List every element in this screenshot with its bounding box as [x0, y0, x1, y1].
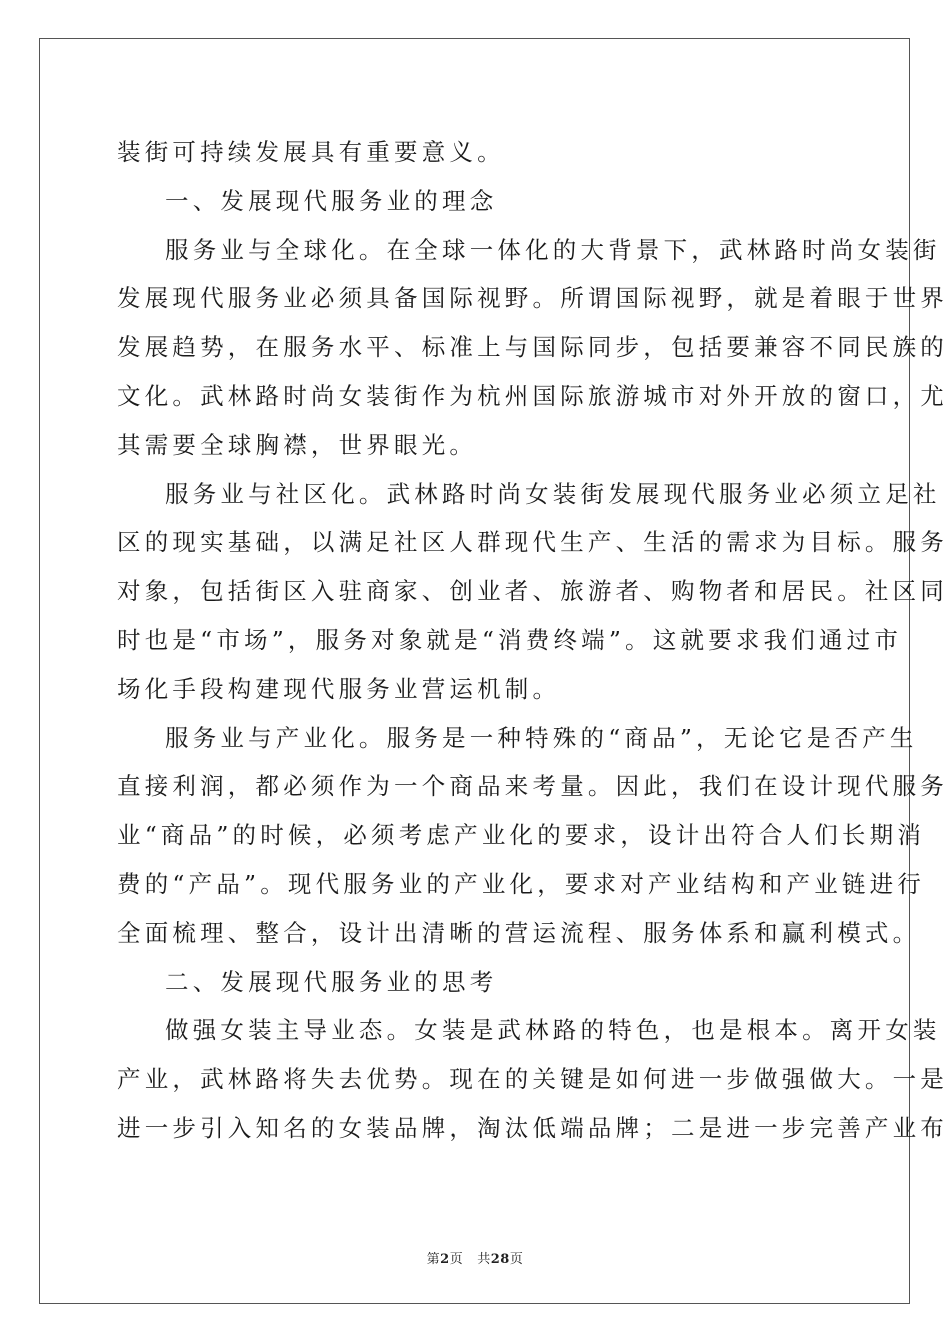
- section-heading-2: 二、发展现代服务业的思考: [165, 967, 498, 996]
- body-line: 场化手段构建现代服务业营运机制。: [117, 674, 561, 703]
- body-line: 做强女装主导业态。女装是武林路的特色，也是根本。离开女装: [165, 1016, 941, 1045]
- body-line: 文化。武林路时尚女装街作为杭州国际旅游城市对外开放的窗口，尤: [117, 381, 948, 410]
- total-prefix: 共: [477, 1252, 491, 1267]
- body-line: 其需要全球胸襟，世界眼光。: [117, 430, 478, 459]
- total-suffix: 页: [509, 1252, 524, 1267]
- body-line: 进一步引入知名的女装品牌，淘汰低端品牌；二是进一步完善产业布: [117, 1113, 948, 1142]
- page-prefix: 第: [426, 1252, 441, 1267]
- body-line: 时也是“市场”，服务对象就是“消费终端”。这就要求我们通过市: [117, 625, 903, 654]
- body-line: 装街可持续发展具有重要意义。: [117, 138, 505, 166]
- page-suffix: 页: [449, 1252, 464, 1267]
- body-line: 产业，武林路将失去优势。现在的关键是如何进一步做强做大。一是: [117, 1065, 948, 1094]
- body-line: 服务业与全球化。在全球一体化的大背景下，武林路时尚女装街: [165, 235, 941, 264]
- body-line: 发展趋势，在服务水平、标准上与国际同步，包括要兼容不同民族的: [117, 333, 948, 362]
- body-line: 全面梳理、整合，设计出清晰的营运流程、服务体系和赢利模式。: [117, 918, 921, 947]
- body-line: 费的“产品”。现代服务业的产业化，要求对产业结构和产业链进行: [117, 869, 926, 898]
- body-line: 区的现实基础，以满足社区人群现代生产、生活的需求为目标。服务: [117, 528, 948, 557]
- page-footer: [0, 1248, 950, 1267]
- body-line: 服务业与社区化。武林路时尚女装街发展现代服务业必须立足社: [165, 479, 941, 508]
- body-line: 发展现代服务业必须具备国际视野。所谓国际视野，就是着眼于世界: [117, 284, 948, 313]
- body-line: 对象，包括街区入驻商家、创业者、旅游者、购物者和居民。社区同: [117, 577, 948, 606]
- total-pages: 28: [490, 1252, 510, 1267]
- body-line: 服务业与产业化。服务是一种特殊的“商品”，无论它是否产生: [165, 723, 918, 752]
- page-number: 2: [440, 1252, 450, 1267]
- body-line: 业“商品”的时候，必须考虑产业化的要求，设计出符合人们长期消: [117, 821, 926, 850]
- body-line: 直接利润，都必须作为一个商品来考量。因此，我们在设计现代服务: [117, 772, 948, 801]
- section-heading-1: 一、发展现代服务业的理念: [165, 186, 498, 215]
- document-body: [117, 128, 948, 1153]
